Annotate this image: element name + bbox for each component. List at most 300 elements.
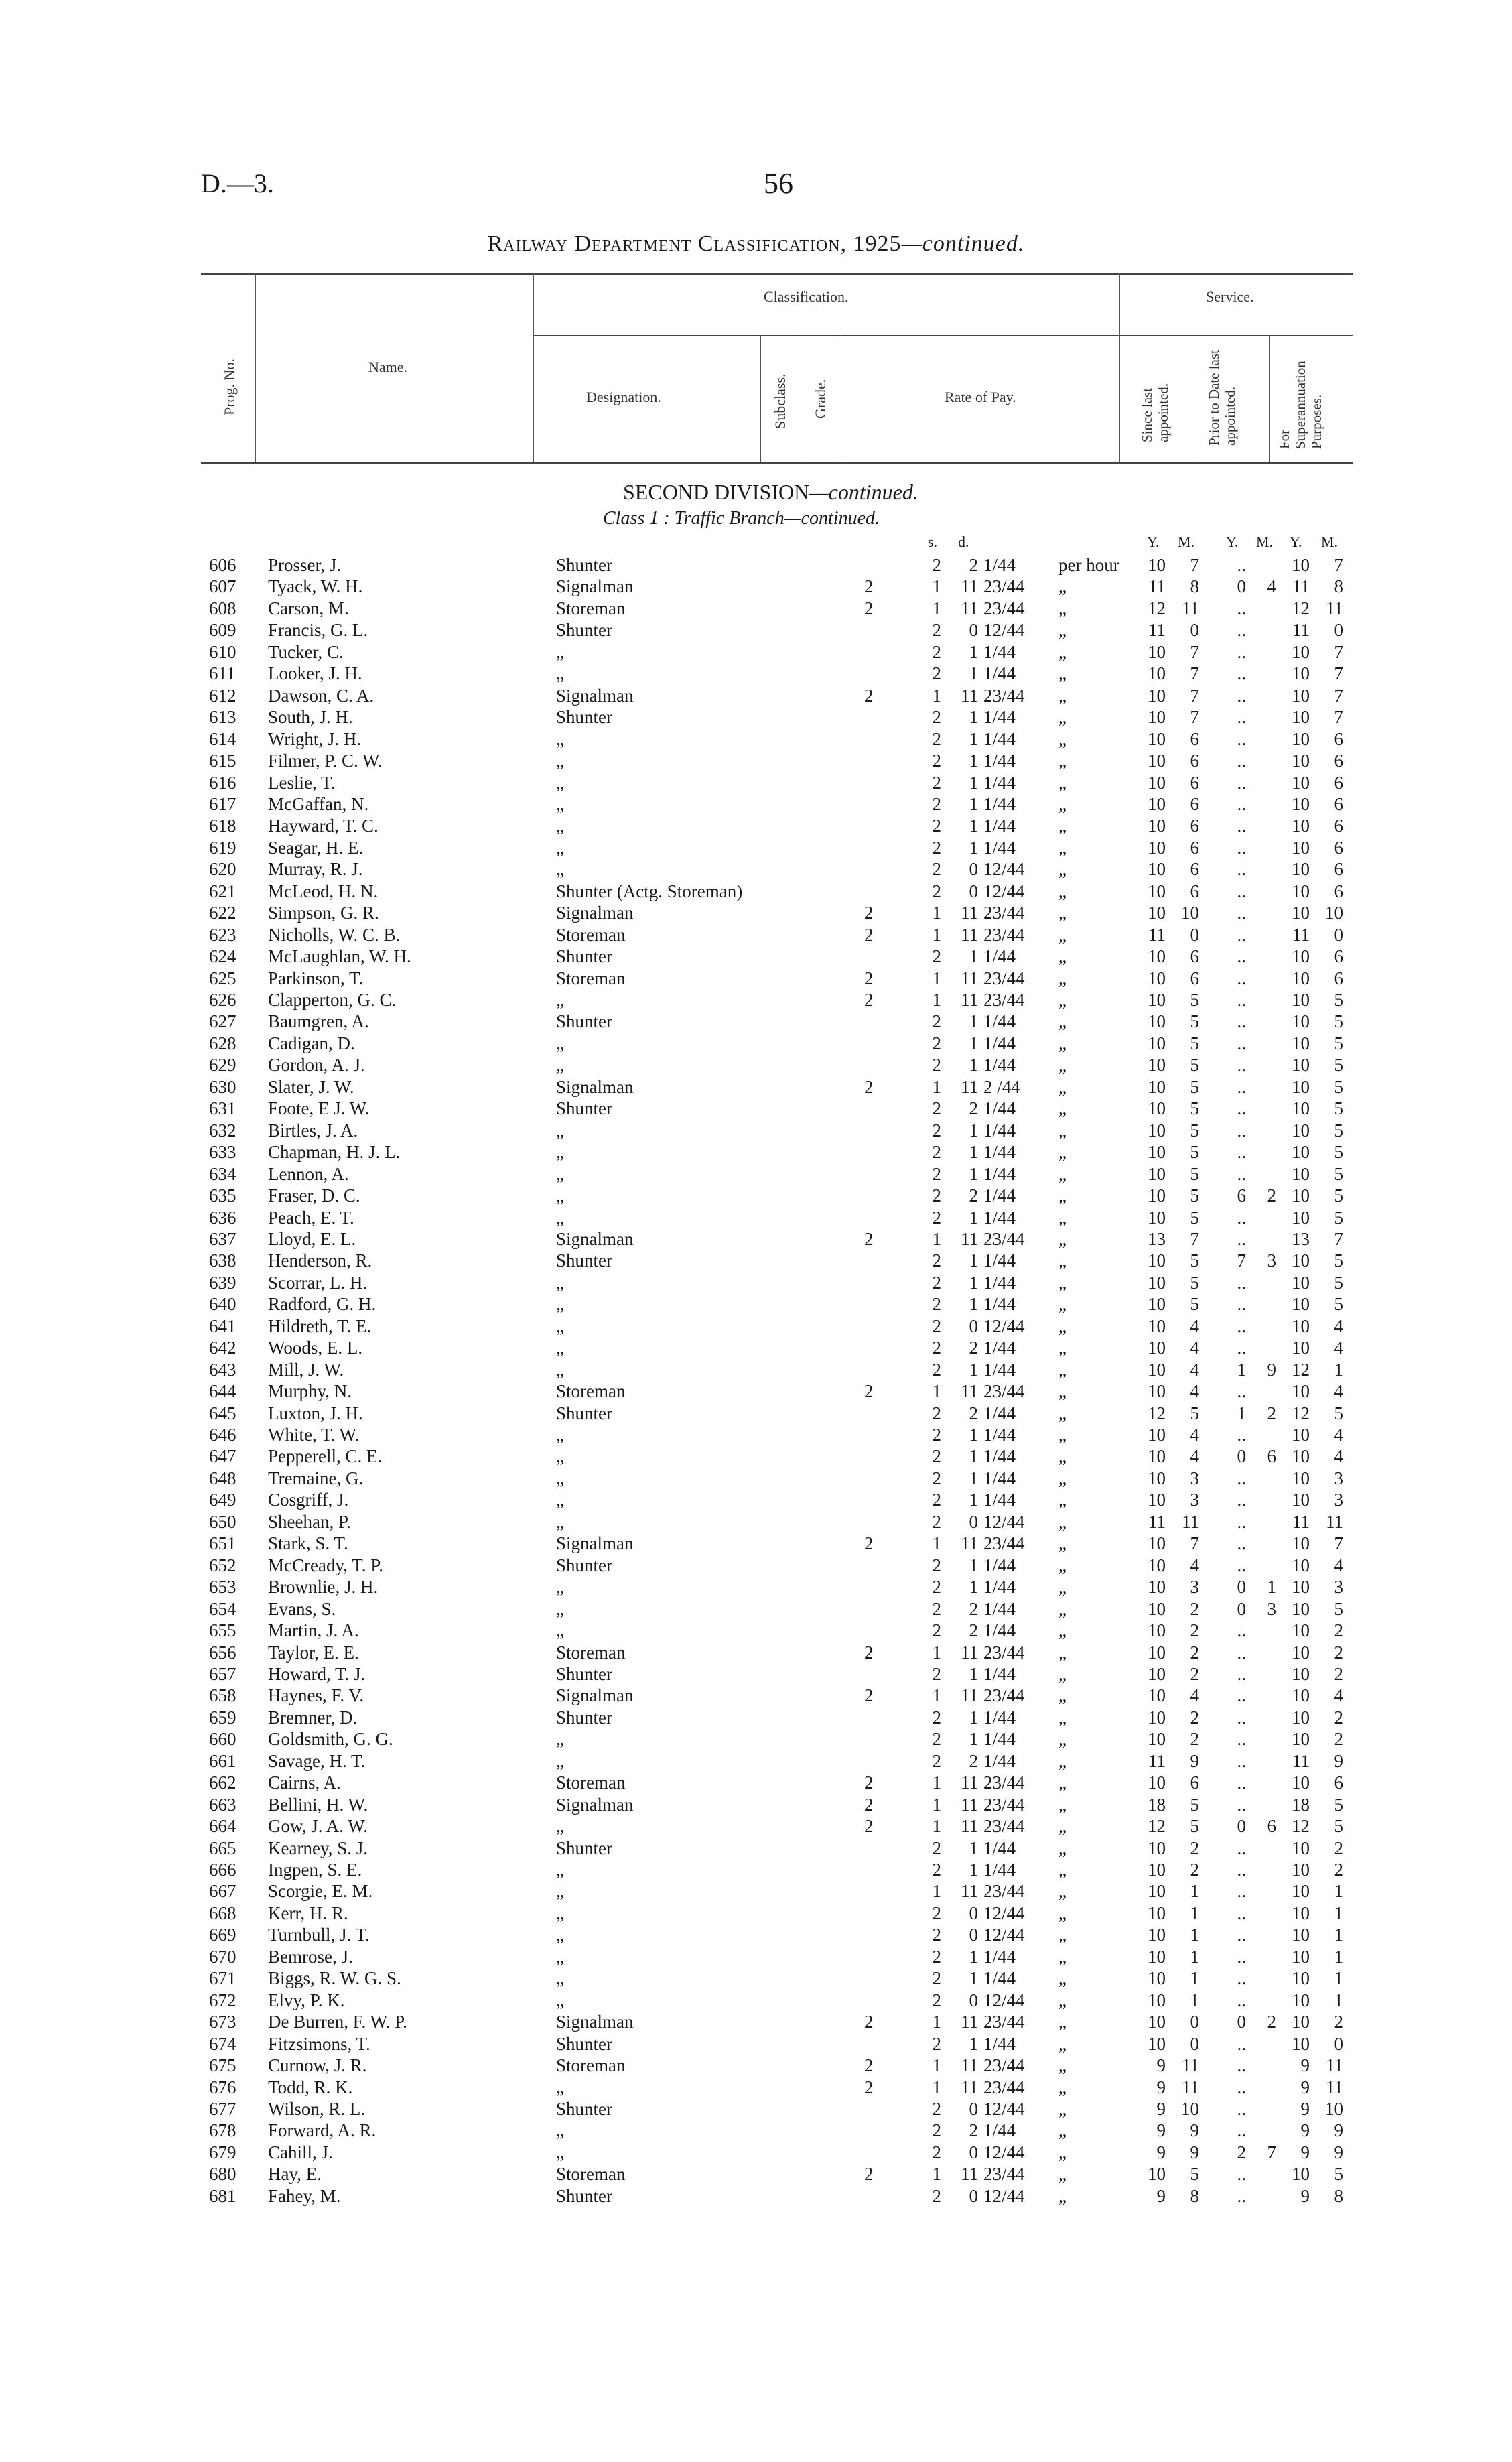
designation: Signalman	[556, 1076, 634, 1097]
rate-shillings: 1	[932, 1228, 941, 1249]
employee-name: Looker, J. H.	[268, 663, 362, 684]
table-row	[0, 1512, 1512, 1533]
total-years: 10	[1292, 1772, 1310, 1793]
since-years: 12	[1148, 1816, 1166, 1837]
table-row	[0, 2186, 1512, 2207]
rate-fraction: 12/44	[983, 2098, 1025, 2119]
total-months: 1	[1334, 1968, 1343, 1989]
table-row	[0, 1250, 1512, 1272]
rate-pence: 11	[961, 576, 978, 597]
since-months: 2	[1190, 1620, 1199, 1641]
total-years: 10	[1292, 1468, 1310, 1488]
total-months: 3	[1334, 1468, 1343, 1488]
table-row	[0, 2077, 1512, 2099]
rate-shillings: 1	[932, 2055, 941, 2076]
prior-years: ..	[1237, 1011, 1246, 1032]
rate-unit: „	[1058, 968, 1067, 988]
prog-no: 663	[209, 1794, 236, 1815]
unit-pence: d.	[958, 533, 969, 550]
employee-name: Mill, J. W.	[268, 1359, 344, 1380]
prog-no: 606	[209, 555, 236, 575]
since-months: 7	[1190, 685, 1199, 706]
rate-unit: „	[1058, 1902, 1067, 1923]
employee-name: Turnbull, J. T.	[268, 1925, 370, 1945]
prior-years: ..	[1237, 1120, 1246, 1141]
prior-years: ..	[1237, 1425, 1246, 1445]
total-years: 10	[1292, 2033, 1310, 2054]
prog-no: 612	[209, 685, 236, 706]
since-months: 2	[1190, 1598, 1199, 1619]
table-row	[0, 576, 1512, 598]
since-years: 10	[1148, 1685, 1166, 1706]
prog-no: 656	[209, 1642, 236, 1663]
rate-pence: 11	[961, 1642, 978, 1663]
rate-unit: „	[1058, 946, 1067, 967]
designation: „	[556, 1577, 564, 1598]
rate-shillings: 1	[932, 1816, 941, 1837]
total-months: 1	[1334, 1359, 1343, 1380]
page-title	[0, 231, 1512, 257]
rate-unit: „	[1058, 1663, 1067, 1684]
table-row	[0, 1403, 1512, 1425]
rate-shillings: 2	[932, 1425, 941, 1445]
designation: Storeman	[556, 924, 626, 945]
prog-no: 661	[209, 1750, 236, 1771]
total-months: 5	[1334, 1098, 1343, 1119]
rate-fraction: 1/44	[983, 772, 1016, 793]
total-months: 5	[1334, 1598, 1343, 1619]
designation: „	[556, 1729, 564, 1750]
rate-unit: „	[1058, 1729, 1067, 1750]
rate-pence: 11	[961, 1881, 978, 1902]
since-months: 3	[1190, 1490, 1199, 1510]
since-months: 11	[1182, 598, 1199, 619]
since-months: 6	[1190, 881, 1199, 901]
since-years: 10	[1148, 881, 1166, 901]
designation: Signalman	[556, 685, 634, 706]
total-months: 9	[1334, 1750, 1343, 1771]
total-years: 10	[1292, 1860, 1310, 1880]
total-months: 4	[1334, 1425, 1343, 1445]
total-months: 10	[1325, 2098, 1343, 2119]
prior-years: ..	[1237, 1533, 1246, 1554]
title-text: Railway Department Classification, 1925	[487, 231, 902, 256]
rate-fraction: 12/44	[983, 859, 1025, 880]
employee-name: Tremaine, G.	[268, 1468, 364, 1488]
designation: Shunter (Actg. Storeman)	[556, 881, 743, 901]
since-years: 10	[1148, 1729, 1166, 1750]
rate-pence: 1	[969, 663, 978, 684]
rate-pence: 1	[969, 1490, 978, 1510]
rate-pence: 2	[969, 1185, 978, 1206]
since-years: 9	[1156, 2120, 1166, 2141]
prog-no: 607	[209, 576, 236, 597]
rate-pence: 1	[969, 1359, 978, 1380]
since-years: 10	[1148, 1968, 1166, 1989]
total-months: 4	[1334, 1338, 1343, 1358]
rate-shillings: 1	[932, 1881, 941, 1902]
rate-fraction: 23/44	[983, 903, 1025, 923]
rate-unit: „	[1058, 1577, 1067, 1598]
total-months: 4	[1334, 1381, 1343, 1402]
since-years: 10	[1148, 1642, 1166, 1663]
since-years: 10	[1148, 1902, 1166, 1923]
total-months: 7	[1334, 685, 1343, 706]
prog-no: 665	[209, 1837, 236, 1858]
rate-pence: 11	[961, 924, 978, 945]
rate-shillings: 2	[932, 772, 941, 793]
prior-years: ..	[1237, 728, 1246, 749]
prior-years: ..	[1237, 1055, 1246, 1076]
designation: Shunter	[556, 707, 612, 728]
since-years: 10	[1148, 1946, 1166, 1967]
rate-unit: „	[1058, 1359, 1067, 1380]
table-row	[0, 1664, 1512, 1685]
since-years: 10	[1148, 2164, 1166, 2185]
designation: „	[556, 2120, 564, 2141]
service-rule	[1119, 335, 1353, 336]
designation: „	[556, 1816, 564, 1837]
total-years: 10	[1292, 1555, 1310, 1575]
employee-name: Brownlie, J. H.	[268, 1577, 379, 1598]
total-years: 10	[1292, 2164, 1310, 2185]
prior-months: 7	[1267, 2142, 1276, 2162]
prog-no: 608	[209, 598, 236, 619]
rate-fraction: 1/44	[983, 2033, 1016, 2054]
prog-no: 623	[209, 924, 236, 945]
rate-shillings: 2	[932, 1338, 941, 1358]
designation: „	[556, 1598, 564, 1619]
employee-name: Fahey, M.	[268, 2185, 341, 2206]
since-years: 10	[1148, 968, 1166, 988]
total-months: 3	[1334, 1490, 1343, 1510]
since-years: 10	[1148, 2033, 1166, 2054]
grade: 2	[864, 1794, 874, 1815]
rate-fraction: 1/44	[983, 707, 1016, 728]
prior-months: 2	[1267, 1403, 1276, 1423]
rate-unit: „	[1058, 1598, 1067, 1619]
rate-shillings: 1	[932, 1772, 941, 1793]
rate-fraction: 23/44	[983, 1685, 1025, 1706]
designation: Shunter	[556, 1663, 612, 1684]
total-months: 1	[1334, 1925, 1343, 1945]
employee-name: Curnow, J. R.	[268, 2055, 367, 2076]
rate-shillings: 1	[932, 576, 941, 597]
rate-shillings: 1	[932, 1533, 941, 1554]
rate-shillings: 2	[932, 1620, 941, 1641]
grade: 2	[864, 576, 874, 597]
designation: „	[556, 793, 564, 814]
rate-fraction: 23/44	[983, 576, 1025, 597]
class-heading: Class 1 : Traffic Branch—continued.	[603, 508, 880, 529]
rate-unit: „	[1058, 1120, 1067, 1141]
rate-unit: „	[1058, 1490, 1067, 1510]
employee-name: Francis, G. L.	[268, 620, 368, 641]
total-months: 2	[1334, 2012, 1343, 2032]
table-row	[0, 1273, 1512, 1294]
since-years: 10	[1148, 1120, 1166, 1141]
rate-shillings: 2	[932, 1511, 941, 1532]
total-months: 8	[1334, 576, 1343, 597]
rate-shillings: 2	[932, 1902, 941, 1923]
since-months: 5	[1190, 1142, 1199, 1163]
rate-pence: 1	[969, 1468, 978, 1488]
prior-months: 3	[1267, 1598, 1276, 1619]
since-years: 10	[1148, 1860, 1166, 1880]
rate-fraction: 12/44	[983, 620, 1025, 641]
rate-pence: 11	[961, 1794, 978, 1815]
unit-months: M.	[1178, 533, 1195, 550]
rate-pence: 11	[961, 1816, 978, 1837]
employee-name: Clapperton, G. C.	[268, 990, 397, 1010]
table-row	[0, 1316, 1512, 1338]
rate-unit: „	[1058, 1163, 1067, 1184]
table-row	[0, 2164, 1512, 2185]
rate-shillings: 2	[932, 816, 941, 836]
table-row	[0, 1055, 1512, 1076]
rate-pence: 11	[961, 2055, 978, 2076]
prior-months: 6	[1267, 1446, 1276, 1467]
rate-fraction: 1/44	[983, 1555, 1016, 1575]
since-years: 10	[1148, 685, 1166, 706]
total-years: 10	[1292, 641, 1310, 662]
since-years: 10	[1148, 1359, 1166, 1380]
prog-no: 632	[209, 1120, 236, 1141]
since-months: 5	[1190, 1294, 1199, 1315]
rate-shillings: 2	[932, 728, 941, 749]
rate-shillings: 2	[932, 1055, 941, 1076]
rate-unit: „	[1058, 1968, 1067, 1989]
prog-no: 651	[209, 1533, 236, 1554]
rate-fraction: 23/44	[983, 2055, 1025, 2076]
rate-fraction: 12/44	[983, 1315, 1025, 1336]
rate-fraction: 23/44	[983, 1642, 1025, 1663]
table-row	[0, 1533, 1512, 1555]
section-text: SECOND DIVISION	[623, 480, 810, 504]
employee-name: Lloyd, E. L.	[268, 1228, 356, 1249]
table-row	[0, 729, 1512, 751]
rate-pence: 0	[969, 859, 978, 880]
since-years: 10	[1148, 707, 1166, 728]
total-months: 6	[1334, 881, 1343, 901]
rate-pence: 2	[969, 1403, 978, 1423]
rate-shillings: 1	[932, 903, 941, 923]
rate-unit: „	[1058, 2185, 1067, 2206]
total-years: 10	[1292, 1946, 1310, 1967]
total-years: 10	[1292, 728, 1310, 749]
rate-unit: „	[1058, 1446, 1067, 1467]
rate-fraction: 1/44	[983, 1338, 1016, 1358]
total-months: 7	[1334, 1228, 1343, 1249]
grade: 2	[864, 903, 874, 923]
prog-no: 625	[209, 968, 236, 988]
total-months: 0	[1334, 2033, 1343, 2054]
prog-no: 629	[209, 1055, 236, 1076]
total-months: 5	[1334, 1142, 1343, 1163]
employee-name: Goldsmith, G. G.	[268, 1729, 393, 1750]
total-months: 4	[1334, 1685, 1343, 1706]
rate-fraction: 12/44	[983, 1511, 1025, 1532]
designation: Signalman	[556, 1228, 634, 1249]
rate-unit: „	[1058, 663, 1067, 684]
rate-pence: 11	[961, 1381, 978, 1402]
rate-shillings: 2	[932, 1555, 941, 1575]
total-months: 5	[1334, 1011, 1343, 1032]
since-months: 5	[1190, 1033, 1199, 1053]
rate-pence: 2	[969, 2120, 978, 2141]
rate-unit: „	[1058, 620, 1067, 641]
employee-name: McLeod, H. N.	[268, 881, 379, 901]
rate-unit: „	[1058, 598, 1067, 619]
designation: „	[556, 1946, 564, 1967]
total-months: 5	[1334, 1055, 1343, 1076]
designation: „	[556, 1120, 564, 1141]
rate-unit: „	[1058, 1381, 1067, 1402]
prior-years: ..	[1237, 968, 1246, 988]
prog-no: 673	[209, 2012, 236, 2032]
since-months: 10	[1181, 903, 1199, 923]
rate-fraction: 23/44	[983, 1772, 1025, 1793]
total-years: 12	[1292, 598, 1310, 619]
prior-years: 1	[1237, 1403, 1246, 1423]
rate-pence: 0	[969, 2142, 978, 2162]
rate-shillings: 2	[932, 837, 941, 858]
rate-fraction: 1/44	[983, 1750, 1016, 1771]
table-row	[0, 1011, 1512, 1033]
rate-fraction: 1/44	[983, 793, 1016, 814]
rate-pence: 1	[969, 1555, 978, 1575]
total-months: 11	[1326, 598, 1343, 619]
total-months: 1	[1334, 1946, 1343, 1967]
since-months: 2	[1190, 1663, 1199, 1684]
unit-months: M.	[1321, 533, 1338, 550]
total-years: 10	[1292, 1990, 1310, 2010]
total-years: 10	[1292, 903, 1310, 923]
prior-years: ..	[1237, 859, 1246, 880]
prior-years: ..	[1237, 1338, 1246, 1358]
employee-name: Elvy, P. K.	[268, 1990, 345, 2010]
table-row	[0, 881, 1512, 903]
rate-fraction: 1/44	[983, 641, 1016, 662]
prior-months: 6	[1267, 1816, 1276, 1837]
prog-no: 668	[209, 1902, 236, 1923]
since-months: 6	[1190, 837, 1199, 858]
rate-shillings: 2	[932, 2033, 941, 2054]
prior-years: 1	[1237, 1359, 1246, 1380]
employee-name: Scorgie, E. M.	[268, 1881, 373, 1902]
rate-unit: „	[1058, 772, 1067, 793]
rate-fraction: 1/44	[983, 1011, 1016, 1032]
since-years: 12	[1148, 1403, 1166, 1423]
total-months: 5	[1334, 1816, 1343, 1837]
prior-years: ..	[1237, 707, 1246, 728]
employee-name: Murray, R. J.	[268, 859, 363, 880]
header-bottom-rule	[201, 462, 1353, 464]
prog-no: 617	[209, 793, 236, 814]
rate-unit: „	[1058, 1816, 1067, 1837]
since-months: 5	[1190, 1207, 1199, 1228]
table-row	[0, 968, 1512, 990]
designation: Shunter	[556, 1837, 612, 1858]
total-years: 10	[1292, 881, 1310, 901]
total-months: 2	[1334, 1620, 1343, 1641]
total-years: 10	[1292, 1577, 1310, 1598]
prior-years: 0	[1237, 2012, 1246, 2032]
prior-years: ..	[1237, 1033, 1246, 1053]
table-row	[0, 1555, 1512, 1577]
rate-fraction: 1/44	[983, 751, 1016, 771]
prog-no: 675	[209, 2055, 236, 2076]
rate-pence: 1	[969, 1707, 978, 1728]
prior-years: ..	[1237, 2164, 1246, 2185]
total-months: 5	[1334, 1120, 1343, 1141]
since-months: 5	[1190, 2164, 1199, 2185]
rate-unit: „	[1058, 1055, 1067, 1076]
employee-name: Lennon, A.	[268, 1163, 349, 1184]
rate-shillings: 2	[932, 1750, 941, 1771]
total-years: 12	[1292, 1816, 1310, 1837]
rate-unit: „	[1058, 1533, 1067, 1554]
rate-fraction: 23/44	[983, 1533, 1025, 1554]
prog-no: 647	[209, 1446, 236, 1467]
rate-fraction: 23/44	[983, 990, 1025, 1010]
total-years: 11	[1292, 620, 1310, 641]
since-years: 10	[1148, 1294, 1166, 1315]
since-months: 7	[1190, 641, 1199, 662]
total-months: 7	[1334, 641, 1343, 662]
designation: „	[556, 859, 564, 880]
rate-pence: 1	[969, 816, 978, 836]
prior-months: 1	[1267, 1577, 1276, 1598]
section-title	[623, 480, 918, 505]
prog-no: 681	[209, 2185, 236, 2206]
rate-unit: „	[1058, 793, 1067, 814]
table-row	[0, 1360, 1512, 1381]
total-months: 9	[1334, 2120, 1343, 2141]
prior-years: ..	[1237, 1142, 1246, 1163]
table-row	[0, 1729, 1512, 1750]
rate-unit: „	[1058, 1620, 1067, 1641]
table-row	[0, 1577, 1512, 1598]
rate-fraction: 12/44	[983, 1902, 1025, 1923]
total-months: 4	[1334, 1555, 1343, 1575]
total-years: 13	[1292, 1228, 1310, 1249]
since-years: 10	[1148, 1468, 1166, 1488]
designation: „	[556, 1207, 564, 1228]
rate-unit: „	[1058, 2012, 1067, 2032]
since-months: 5	[1190, 1098, 1199, 1119]
grade: 2	[864, 1076, 874, 1097]
table-row	[0, 2034, 1512, 2055]
rate-shillings: 2	[932, 881, 941, 901]
table-row	[0, 990, 1512, 1011]
since-months: 8	[1190, 576, 1199, 597]
table-row	[0, 946, 1512, 968]
prog-no: 658	[209, 1685, 236, 1706]
employee-name: Carson, M.	[268, 598, 349, 619]
rate-unit: „	[1058, 1685, 1067, 1706]
rate-shillings: 1	[932, 2077, 941, 2097]
employee-name: Forward, A. R.	[268, 2120, 376, 2141]
since-months: 5	[1190, 1250, 1199, 1271]
prog-no: 664	[209, 1816, 236, 1837]
designation: „	[556, 1881, 564, 1902]
total-years: 10	[1292, 946, 1310, 967]
total-years: 10	[1292, 1425, 1310, 1445]
rate-shillings: 2	[932, 859, 941, 880]
rate-pence: 0	[969, 1315, 978, 1336]
total-months: 5	[1334, 1403, 1343, 1423]
